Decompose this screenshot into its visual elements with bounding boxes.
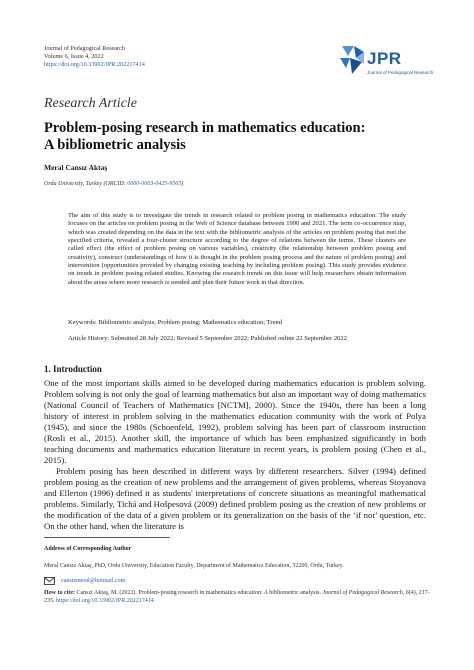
journal-name: Journal of Pedagogical Research: [44, 45, 125, 52]
orcid-link[interactable]: 0000-0003-0425-9565: [127, 181, 182, 187]
section-heading: 1. Introduction: [44, 364, 102, 374]
correspondence-heading: Address of Corresponding Author: [44, 546, 132, 552]
article-history: Article History: Submitted 28 July 2022; Revised 5 September 2022; Published online 22 September 2022: [68, 335, 347, 342]
abstract: The aim of this study is to investigate the trends in research related to problem posing in mathematics education. The study focuses on the articles on problem posing in the Web of Science database between 1990 and 2021. The term co-occurrence map, which was created depending on the data in the text with the bibliometric analysis of the articles on problem posing that met the specified criteria, revealed a four-cluster structure according to the degree of relations between the terms. These clusters are called effect (the effect of problem posing on various variables), creativity (the relationship between problem posing and creativity), construct (understandings of how it is thought in the problem posing process and the nature of problem posing) and intervention (opportunities provided by changing existing teaching by including problem posing). This study provides evidence on trends in problem posing related studies. Knowing the research trends on this issue will help researchers obtain information about the areas where more research is needed and plan their future work in that direction.: [68, 212, 406, 286]
jpr-logo: [338, 44, 438, 80]
envelope-icon: [44, 577, 55, 585]
paper-title: [44, 120, 434, 154]
citation-text: Cansız Aktaş, M. (2022). Problem-posing research in mathematics education: A bibliometric analysis.: [75, 590, 323, 596]
article-type: Research Article: [44, 96, 137, 111]
logo-text: JPR: [367, 49, 402, 68]
author-name: Meral Cansız Aktaş: [44, 163, 108, 172]
citation-doi-link[interactable]: https://doi.org/10.33902/JPR.202217414: [56, 597, 154, 604]
affiliation-text: Ordu University, Turkey (ORCID:: [44, 181, 128, 187]
affiliation: [44, 181, 183, 187]
journal-meta: [44, 45, 145, 69]
footnote-divider: [44, 537, 170, 538]
title-line-2: A bibliometric analysis: [44, 137, 186, 153]
journal-volume: Volume 6, Issue 4, 2022: [44, 53, 104, 60]
body-paragraph-2: Problem posing has been described in different ways by different researchers. Silver (1994) defined problem posing as the creation of new problems and the arrangement of given problems, whereas Stoyanova and Ellerton (1996) defined it as students' interpretations of concrete situations as meaningful mathematical problems. Similarly, Tichá and Hošpesová (2009) defined problem posing as the creation of new problems or the modification of the data of a given problem or its generalization on the basis of the ‘if not’ question, etc. On the other hand, when the literature is: [44, 466, 426, 531]
body-paragraph-1: One of the most important skills aimed to be developed during mathematics education is problem solving. Problem solving is not only the goal of learning mathematics but also an important way of doing mathematics (National Council of Teachers of Mathematics [NCTM], 2000). Since the 1940s, there has been a long history of interest in problem solving in the mathematics education community with the work of Polya (1945), and since the 1980s (Schoenfeld, 1992), problem solving has been part of classroom instruction (Rosli et al., 2015). Another skill, the importance of which has been emphasized significantly in both teaching documents and mathematics education literature in recent years, is problem posing (Chen et al., 2015).: [44, 378, 426, 465]
correspondence-address: Meral Cansız Aktaş, PhD, Ordu University, Education Faculty, Department of Mathematics Education, 52200, Ordu, Turkey.: [44, 563, 344, 569]
body-text: [44, 378, 426, 532]
logo-subtitle: Journal of Pedagogical Research: [367, 70, 434, 75]
citation-issue-pages: (4), 217-235.: [44, 590, 430, 604]
email-row: [44, 577, 125, 585]
email-link[interactable]: cansizmeral@hotmail.com: [61, 578, 126, 584]
title-line-1: Problem-posing research in mathematics education:: [44, 120, 366, 136]
citation: [44, 590, 430, 606]
citation-journal: Journal of Pedagogical Research, 6: [322, 590, 409, 596]
affiliation-close: ): [181, 181, 184, 187]
citation-label: How to cite:: [44, 590, 75, 596]
journal-doi-link[interactable]: https://doi.org/10.33902/JPR.202217414: [44, 61, 145, 68]
jpr-logo-icon: [338, 44, 366, 78]
keywords: Keywords: Bibliometric analysis; Problem posing; Mathematics education; Trend: [68, 319, 283, 326]
